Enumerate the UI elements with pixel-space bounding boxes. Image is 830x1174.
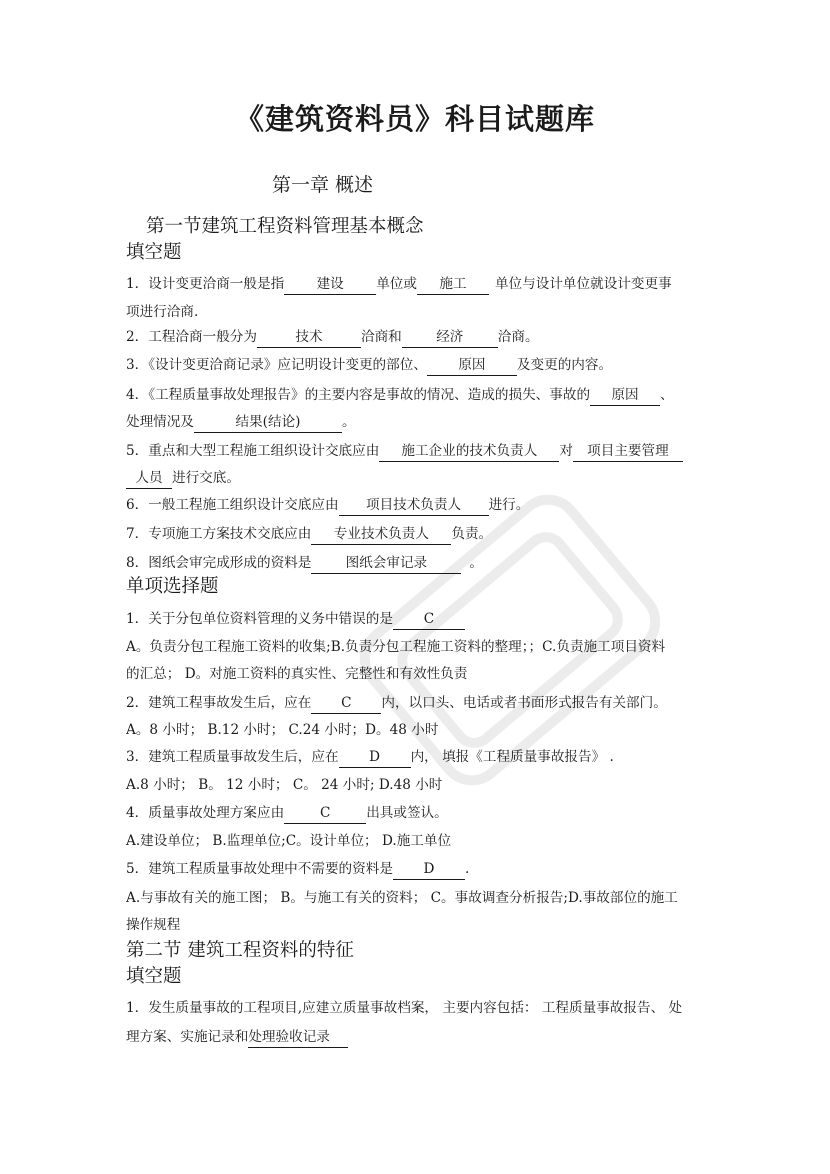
choice-question-1-options: A。负责分包工程施工资料的收集;B.负责分包工程施工资料的整理；；C.负责施工项目资料 — [126, 639, 666, 655]
fill-question-5-cont: 人员 进行交底。 — [126, 464, 710, 492]
answer-blank: 结果(结论) — [194, 414, 342, 433]
choice-question-2: 2．建筑工程事故发生后，应在 C 内，以口头、电话或者书面形式报告有关部门。 — [126, 689, 710, 717]
answer-blank: 图纸会审记录 — [311, 555, 461, 574]
choice-question-3: 3．建筑工程质量事故发生后，应在 D 内， 填报《工程质量事故报告》 . — [126, 743, 710, 771]
answer-blank: 原因 — [427, 357, 517, 376]
answer-blank: 项目技术负责人 — [339, 497, 489, 516]
question-type-fill: 填空题 — [126, 242, 182, 263]
answer-blank: 原因 — [590, 387, 660, 406]
answer-blank: C — [393, 611, 465, 630]
answer-blank: 人员 — [126, 470, 172, 489]
question-type-single-choice: 单项选择题 — [126, 576, 219, 597]
answer-blank: D — [339, 749, 411, 768]
answer-blank: 项目主要管理 — [573, 443, 683, 462]
fill-question-3: 3．《设计变更洽商记录》应记明设计变更的部位、 原因 及变更的内容。 — [126, 351, 710, 379]
fill-question-6: 6．一般工程施工组织设计交底应由 项目技术负责人 进行。 — [126, 491, 710, 519]
fill-question-4-cont: 处理情况及 结果(结论) 。 — [126, 408, 710, 436]
section-heading-2: 第二节 建筑工程资料的特征 — [126, 940, 354, 961]
fill-question-7: 7．专项施工方案技术交底应由 专业技术负责人 负责。 — [126, 520, 710, 548]
answer-blank: 经济 — [402, 329, 498, 348]
answer-blank: C — [284, 805, 366, 824]
choice-question-4-options: A.建设单位； B.监理单位;C。设计单位； D.施工单位 — [126, 833, 452, 849]
chapter-heading: 第一章 概述 — [272, 174, 374, 196]
answer-blank: 专业技术负责人 — [311, 526, 451, 545]
answer-blank: 处理验收记录 — [248, 1029, 348, 1048]
fill-question-1: 1．设计变更洽商一般是指 建设 单位或 施工 单位与设计单位就设计变更事 — [126, 270, 710, 298]
answer-blank: 技术 — [257, 329, 361, 348]
choice-question-2-options: A。8 小时； B.12 小时； C.24 小时；D。48 小时 — [126, 722, 439, 738]
choice-question-5: 5．建筑工程质量事故处理中不需要的资料是 D . — [126, 855, 710, 883]
fill2-question-1: 1．发生质量事故的工程项目,应建立质量事故档案， 主要内容包括： 工程质量事故报告、 处 — [126, 1000, 683, 1016]
choice-question-1-options-cont: 的汇总； D。对施工资料的真实性、完整性和有效性负责 — [126, 666, 468, 682]
choice-question-5-options-cont: 操作规程 — [126, 917, 181, 933]
fill-question-2: 2．工程洽商一般分为 技术 洽商和 经济 洽商。 — [126, 323, 710, 351]
fill-question-1-cont: 项进行洽商. — [126, 304, 199, 320]
document-title: 《建筑资料员》科目试题库 — [234, 102, 595, 136]
answer-blank: C — [311, 695, 381, 714]
answer-blank: 建设 — [284, 276, 376, 295]
answer-blank: 施工 — [417, 276, 489, 295]
choice-question-3-options: A.8 小时； B。 12 小时； C。 24 小时; D.48 小时 — [126, 777, 443, 793]
answer-blank: D — [393, 861, 465, 880]
choice-question-5-options: A.与事故有关的施工图； B。与施工有关的资料； C。事故调查分析报告;D.事故部位的施工 — [126, 890, 678, 906]
choice-question-4: 4．质量事故处理方案应由 C 出具或签认。 — [126, 799, 710, 827]
choice-question-1: 1．关于分包单位资料管理的义务中错误的是 C — [126, 605, 710, 633]
fill-question-8: 8．图纸会审完成形成的资料是 图纸会审记录 。 — [126, 549, 710, 577]
answer-blank: 施工企业的技术负责人 — [379, 443, 559, 462]
fill2-question-1-cont: 理方案、实施记录和处理验收记录 — [126, 1023, 710, 1051]
section-heading-1: 第一节建筑工程资料管理基本概念 — [146, 216, 424, 237]
fill-question-4: 4．《工程质量事故处理报告》的主要内容是事故的情况、造成的损失、事故的 原因 、 — [126, 381, 710, 409]
fill-question-5: 5．重点和大型工程施工组织设计交底应由 施工企业的技术负责人 对 项目主要管理 — [126, 437, 710, 465]
question-type-fill-2: 填空题 — [126, 966, 182, 987]
